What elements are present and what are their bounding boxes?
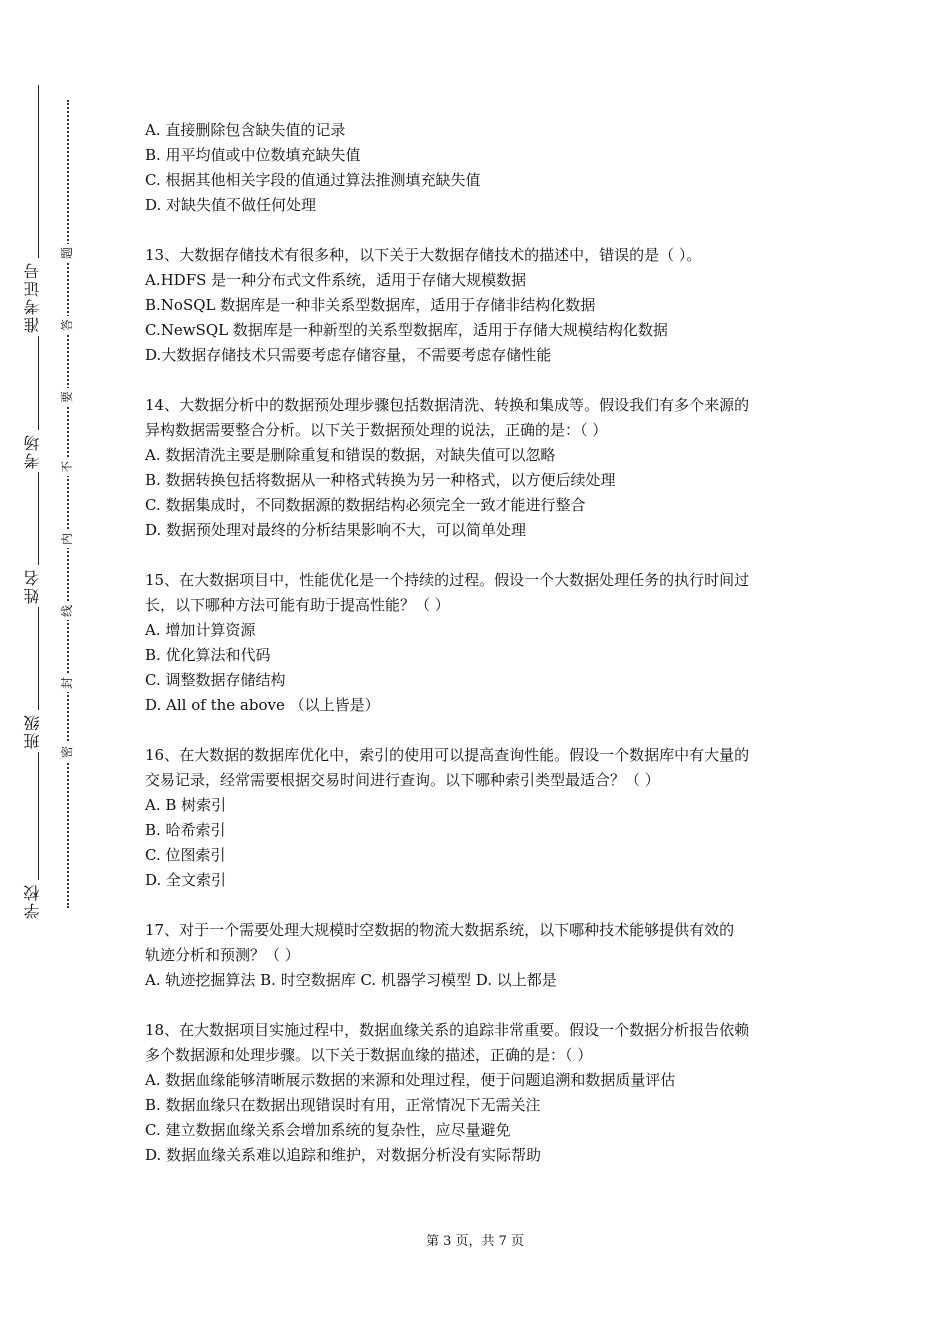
option-line: C. 位图索引: [145, 846, 226, 864]
option-line: D.大数据存储技术只需要考虑存储容量，不需要考虑存储性能: [145, 346, 552, 364]
question-stem: 长，以下哪种方法可能有助于提高性能？（ ）: [145, 596, 450, 614]
question-stem: 16、在大数据的数据库优化中，索引的使用可以提高查询性能。假设一个数据库中有大量的: [145, 746, 750, 764]
option-line: A. 数据清洗主要是删除重复和错误的数据，对缺失值可以忽略: [145, 446, 556, 464]
binding-margin: [0, 0, 90, 1344]
question-stem: 18、在大数据项目实施过程中，数据血缘关系的追踪非常重要。假设一个数据分析报告依赖: [145, 1021, 750, 1039]
class-label: 班级: [24, 710, 54, 752]
seal-char: 答: [60, 316, 74, 334]
option-line: C. 建立数据血缘关系会增加系统的复杂性，应尽量避免: [145, 1121, 511, 1139]
school-label: 学校: [24, 880, 54, 922]
option-line: A. 数据血缘能够清晰展示数据的来源和处理过程，便于问题追溯和数据质量评估: [145, 1071, 676, 1089]
fill-in-line: [38, 85, 39, 915]
question-18: [145, 1018, 810, 1168]
ticket-number-label: 准考证号: [24, 258, 54, 336]
option-line: D. 对缺失值不做任何处理: [145, 196, 317, 214]
option-line: A. 增加计算资源: [145, 621, 256, 639]
option-line: C. 调整数据存储结构: [145, 671, 286, 689]
option-line: C. 数据集成时，不同数据源的数据结构必须完全一致才能进行整合: [145, 496, 586, 514]
page-number-footer: 第 3 页，共 7 页: [425, 1234, 525, 1249]
question-stem: 多个数据源和处理步骤。以下关于数据血缘的描述，正确的是：（ ）: [145, 1046, 593, 1064]
option-line: A.HDFS 是一种分布式文件系统，适用于存储大规模数据: [145, 271, 527, 289]
seal-dotted-line: [67, 100, 69, 908]
option-line: B. 优化算法和代码: [145, 646, 271, 664]
question-stem: 17、对于一个需要处理大规模时空数据的物流大数据系统，以下哪种技术能够提供有效的: [145, 921, 735, 939]
question-stem: 14、大数据分析中的数据预处理步骤包括数据清洗、转换和集成等。假设我们有多个来源的: [145, 396, 750, 414]
option-line: B. 数据转换包括将数据从一种格式转换为另一种格式，以方便后续处理: [145, 471, 616, 489]
question-stem: 轨迹分析和预测？（ ）: [145, 946, 300, 964]
seal-char: 密: [60, 743, 74, 761]
question-12-continued-options: [145, 118, 810, 218]
question-content: [145, 118, 810, 1168]
seal-char: 要: [60, 388, 74, 406]
option-line: D. 全文索引: [145, 871, 227, 889]
option-line: A. 直接删除包含缺失值的记录: [145, 121, 346, 139]
option-line: D. 数据预处理对最终的分析结果影响不大，可以简单处理: [145, 521, 527, 539]
option-line: A. B 树索引: [145, 796, 227, 814]
seal-char: 内: [60, 530, 74, 548]
question-stem: 交易记录，经常需要根据交易时间进行查询。以下哪种索引类型最适合？（ ）: [145, 771, 660, 789]
seal-char: 题: [60, 244, 74, 262]
seal-char: 封: [60, 674, 74, 692]
seal-char: 线: [60, 602, 74, 620]
option-line: B. 用平均值或中位数填充缺失值: [145, 146, 361, 164]
option-line: B. 哈希索引: [145, 821, 226, 839]
option-line: B.NoSQL 数据库是一种非关系型数据库，适用于存储非结构化数据: [145, 296, 596, 314]
question-stem: 异构数据需要整合分析。以下关于数据预处理的说法，正确的是：（ ）: [145, 421, 608, 439]
exam-room-label: 考场: [24, 430, 54, 472]
question-14: [145, 393, 810, 543]
question-stem: 15、在大数据项目中，性能优化是一个持续的过程。假设一个大数据处理任务的执行时间过: [145, 571, 750, 589]
question-15: [145, 568, 810, 718]
seal-char: 不: [60, 458, 74, 476]
question-13: [145, 243, 810, 368]
option-line: B. 数据血缘只在数据出现错误时有用，正常情况下无需关注: [145, 1096, 541, 1114]
question-16: [145, 743, 810, 893]
option-line: A. 轨迹挖掘算法 B. 时空数据库 C. 机器学习模型 D. 以上都是: [145, 971, 557, 989]
question-17: [145, 918, 810, 993]
option-line: D. All of the above （以上皆是）: [145, 696, 380, 714]
name-label: 姓名: [24, 565, 54, 607]
option-line: D. 数据血缘关系难以追踪和维护，对数据分析没有实际帮助: [145, 1146, 542, 1164]
option-line: C. 根据其他相关字段的值通过算法推测填充缺失值: [145, 171, 481, 189]
question-stem: 13、大数据存储技术有很多种，以下关于大数据存储技术的描述中，错误的是（ ）。: [145, 246, 702, 264]
option-line: C.NewSQL 数据库是一种新型的关系型数据库，适用于存储大规模结构化数据: [145, 321, 668, 339]
